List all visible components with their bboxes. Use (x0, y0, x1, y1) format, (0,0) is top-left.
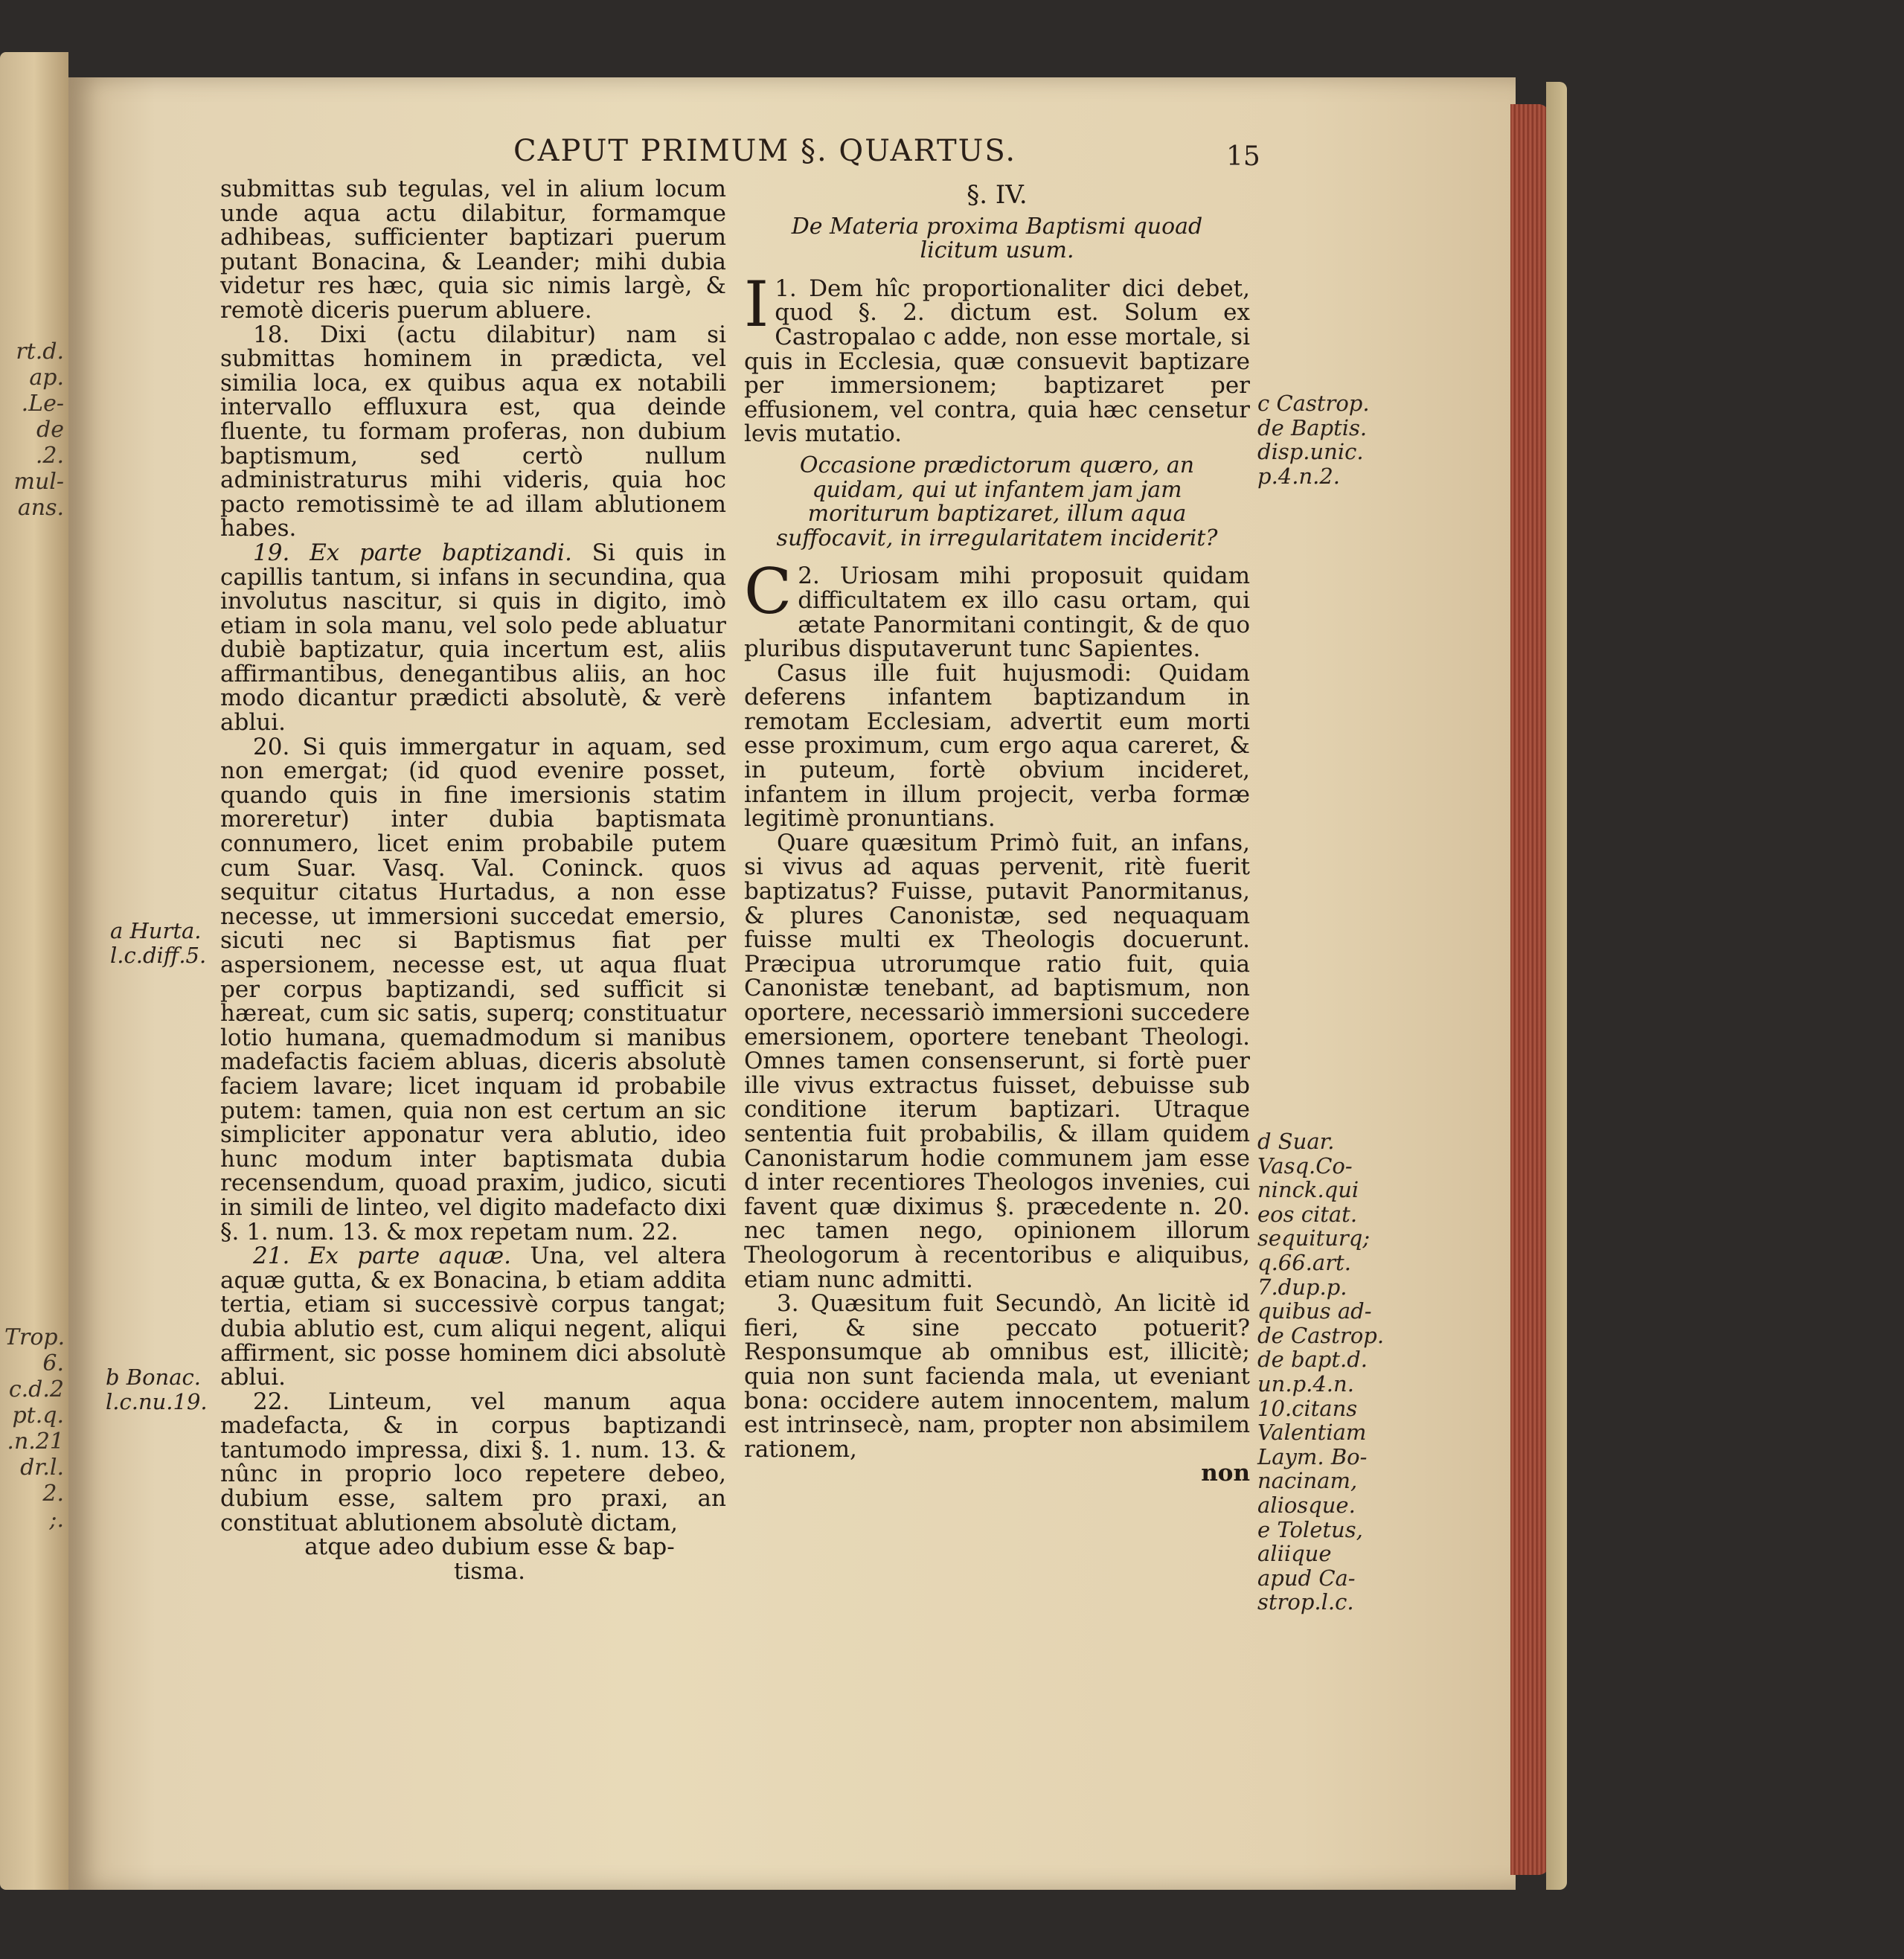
paragraph: 18. Dixi (actu dilabitur) nam si submittas hominem in prædicta, vel similia loca, ex quibus aqua ex notabili intervallo effluxura est, qua deinde fluente, tu formam proferas, non dubium baptismum, sed certò nullum administraturus mihi videris, quia hoc pacto remotissimè te ad illam ablutionem habes. (220, 321, 726, 542)
paragraph-body: Una, vel altera aquæ gutta, & ex Bonacina, b etiam addita tertia, etiam si successivè corpus tangat; dubia ablutio est, cum aliqui negent, aliqui affirment, sic posse hominem dici absolutè ablui. (220, 1243, 726, 1391)
prev-fragment: c.d.2 (8, 1376, 64, 1402)
section-heading: §. IV. (967, 180, 1028, 210)
drop-capital: I (744, 267, 769, 341)
paragraph (220, 1244, 726, 1390)
left-column (220, 177, 726, 1583)
closing-line: tisma. (453, 1557, 525, 1585)
prev-fragment: pt.q. (12, 1402, 64, 1429)
paragraph (744, 267, 1250, 448)
paragraph-body: Dem hîc proportionaliter dici debet, quod §. 2. dictum est. Solum ex Castropalao c adde, non esse mortale, si quis in Ecclesia, quæ consuevit baptizare per immersionem; baptizaret per effusionem, vel contra, quia hæc censetur levis mutatio. (744, 275, 1250, 448)
paragraph: Casus ille fuit hujusmodi: Quidam deferens infantem baptizandum in remotam Ecclesiam, advertit eum morti esse proximum, cum ergo aqua careret, & in puteum, fortè obvium incideret, infantem in illum projecit, verba formæ legitimè pronuntians. (744, 659, 1250, 833)
paragraph: 22. Linteum, vel manum aqua madefacta, & in corpus baptizandi tantumodo impressa, dixi §. 1. num. 13. & nûnc in proprio loco repetere debeo, dubium esse, saltem pro praxi, an constituat ablutionem absolutè dictam, (220, 1388, 726, 1536)
paragraph-body: Uriosam mihi proposuit quidam difficultatem ex illo casu ortam, qui ætate Panormitani contingit, & de quo pluribus disputaverunt tunc Sapientes. (744, 562, 1250, 663)
paragraph: Quare quæsitum Primò fuit, an infans, si vivus ad aquas pervenit, ritè fuerit baptizatus? Fuisse, putavit Panormitanus, & plures Canonistæ, sed nequaquam fuisse multi ex Theologis docuerunt. Præcipua utrorumque ratio fuit, quia Canonistæ tenebant, ad baptismum, non oportere, necessariò immersioni succedere emersionem, oportere tenebant Theologi. Omnes tamen consenserunt, si fortè puer ille vivus extractus fuisset, debuisse sub conditione iterum baptizari. Utraque sententia fuit probabilis, & illam quidem Canonistarum hodie communem jam esse d inter recentiores Theologos invenies, cui favent quæ diximus §. præcedente n. 20. nec tamen nego, opinionem illorum Theologorum à recentoribus e aliquibus, etiam nunc admitti. (744, 829, 1250, 1293)
running-head: CAPUT PRIMUM §. QUARTUS. (513, 134, 1017, 168)
paragraph-body: Si quis in capillis tantum, si infans in secundina, qua involutus nascitur, si quis in digito, imò etiam in sola manu, vel solo pede abluatur dubiè baptizatur, quia incertum est, aliis affirmantibus, denegantibus aliis, an hoc modo dicantur prædicti absolutè, & verè ablui. (220, 539, 726, 737)
right-column (744, 177, 1250, 1486)
prev-fragment: mul- (13, 469, 64, 495)
prev-fragment: .2. (35, 443, 64, 469)
prev-fragment: rt.d. (16, 339, 64, 365)
page-number: 15 (1226, 141, 1260, 172)
section-title: De Materia proxima Baptismi quoad licitum usum. (791, 213, 1203, 264)
paragraph-number: 1. (775, 275, 797, 302)
margin-note-d: d Suar. Vasq.Co- ninck.qui eos citat. sequiturq; q.66.art. 7.dup.p. quibus ad- de Castrop. de bapt.d. un.p.4.n. 10.citans Valentiam Laym. Bo- nacinam, aliosque. e Toletus, aliique apud Ca- strop.l.c. (1257, 1129, 1385, 1615)
prev-fragment: Trop. (4, 1324, 65, 1350)
prev-fragment: de (36, 417, 64, 443)
catchword: non (1201, 1460, 1250, 1487)
paragraph-lead: 21. Ex parte aquæ. (253, 1243, 511, 1270)
prev-fragment: 6. (42, 1350, 64, 1376)
question-heading: Occasione prædictorum quæro, an quidam, qui ut infantem jam jam moriturum baptizaret, illum aqua suffocavit, in irregularitatem inciderit? (776, 452, 1218, 551)
drop-capital: C (744, 555, 792, 629)
paragraph-number: 2. (798, 562, 820, 590)
paragraph: submittas sub tegulas, vel in alium locum unde aqua actu dilabitur, formamque adhibeas, sufficienter baptizari puerum putant Bonacina, & Leander; mihi dubia videtur res hæc, quia sic nimis largè, & remotè diceris puerum abluere. (220, 176, 726, 324)
margin-note-c: c Castrop. de Baptis. disp.unic. p.4.n.2. (1257, 391, 1370, 489)
prev-fragment: .n.21 (7, 1429, 64, 1455)
book-cover-edge (1546, 82, 1567, 1890)
prev-fragment: ans. (17, 495, 64, 521)
prev-fragment: 2. (42, 1481, 64, 1507)
closing-line: atque adeo dubium esse & bap- (304, 1533, 675, 1561)
prev-fragment: ;. (49, 1507, 64, 1533)
paragraph-lead: 19. Ex parte baptizandi. (253, 539, 572, 566)
paragraph: 3. Quæsitum fuit Secundò, An licitè id fieri, & sine peccato potuerit? Responsumque ab omnibus est, illicitè; quia non sunt facienda mala, ut eveniant bona: occidere autem innocentem, malum est intrinsecè, nam, propter non absimilem rationem, (744, 1290, 1250, 1463)
page-block-edge (1510, 104, 1549, 1875)
previous-page-edge (0, 52, 68, 1890)
paragraph: 20. Si quis immergatur in aquam, sed non emergat; (id quod evenire posset, quando quis in fine imersionis statim moreretur) inter dubia baptismata connumero, licet enim probabile putem cum Suar. Vasq. Val. Coninck. quos sequitur citatus Hurtadus, a non esse necesse, ut immersioni succedat emersio, sicuti nec si Baptismus fiat per aspersionem, necesse est, ut aqua fluat per corpus baptizandi, sed sufficit si hæreat, cum sic satis, superq; constituatur lotio humana, quemadmodum si manibus madefactis faciem abluas, diceris absolutè faciem lavare; licet inquam id probabile putem: tamen, quia non est certum an sic simpliciter apponatur vera ablutio, ideo hunc modum inter baptismata dubia recensendum, quoad praxim, judico, sicuti in simili de linteo, vel digito madefacto dixi §. 1. num. 13. & mox repetam num. 22. (220, 733, 726, 1245)
prev-fragment: ap. (29, 365, 64, 391)
paragraph (744, 555, 1250, 663)
prev-fragment: .Le- (21, 391, 64, 417)
prev-fragment: dr.l. (20, 1455, 64, 1481)
paragraph (220, 541, 726, 735)
margin-note-a: a Hurta. l.c.diff.5. (110, 918, 207, 968)
margin-note-b: b Bonac. l.c.nu.19. (106, 1365, 208, 1414)
